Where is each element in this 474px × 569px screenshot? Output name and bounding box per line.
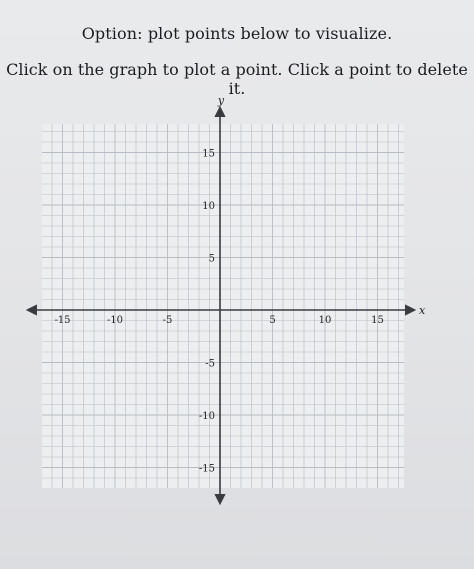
x-tick-label: 10 xyxy=(318,315,332,326)
option-text: Option: plot points below to visualize. xyxy=(81,24,393,43)
x-tick-label: 15 xyxy=(371,315,384,326)
x-axis-label: x xyxy=(419,304,426,317)
grid-background xyxy=(42,124,404,488)
y-tick-label: 5 xyxy=(208,253,215,265)
x-tick-label: -15 xyxy=(54,315,71,326)
x-tick-label: -10 xyxy=(106,315,124,326)
y-tick-label: -15 xyxy=(198,463,215,475)
grid xyxy=(42,124,404,488)
instruction-text: Click on the graph to plot a point. Click a point to delete it. xyxy=(6,60,468,98)
y-tick-label: 10 xyxy=(202,201,215,212)
y-axis-label: y xyxy=(217,94,225,107)
y-tick-label: -10 xyxy=(198,411,215,422)
x-tick-label: 5 xyxy=(269,315,276,326)
y-tick-label: 15 xyxy=(202,148,215,160)
x-tick-label: -5 xyxy=(162,315,173,326)
y-tick-label: -5 xyxy=(205,358,215,370)
